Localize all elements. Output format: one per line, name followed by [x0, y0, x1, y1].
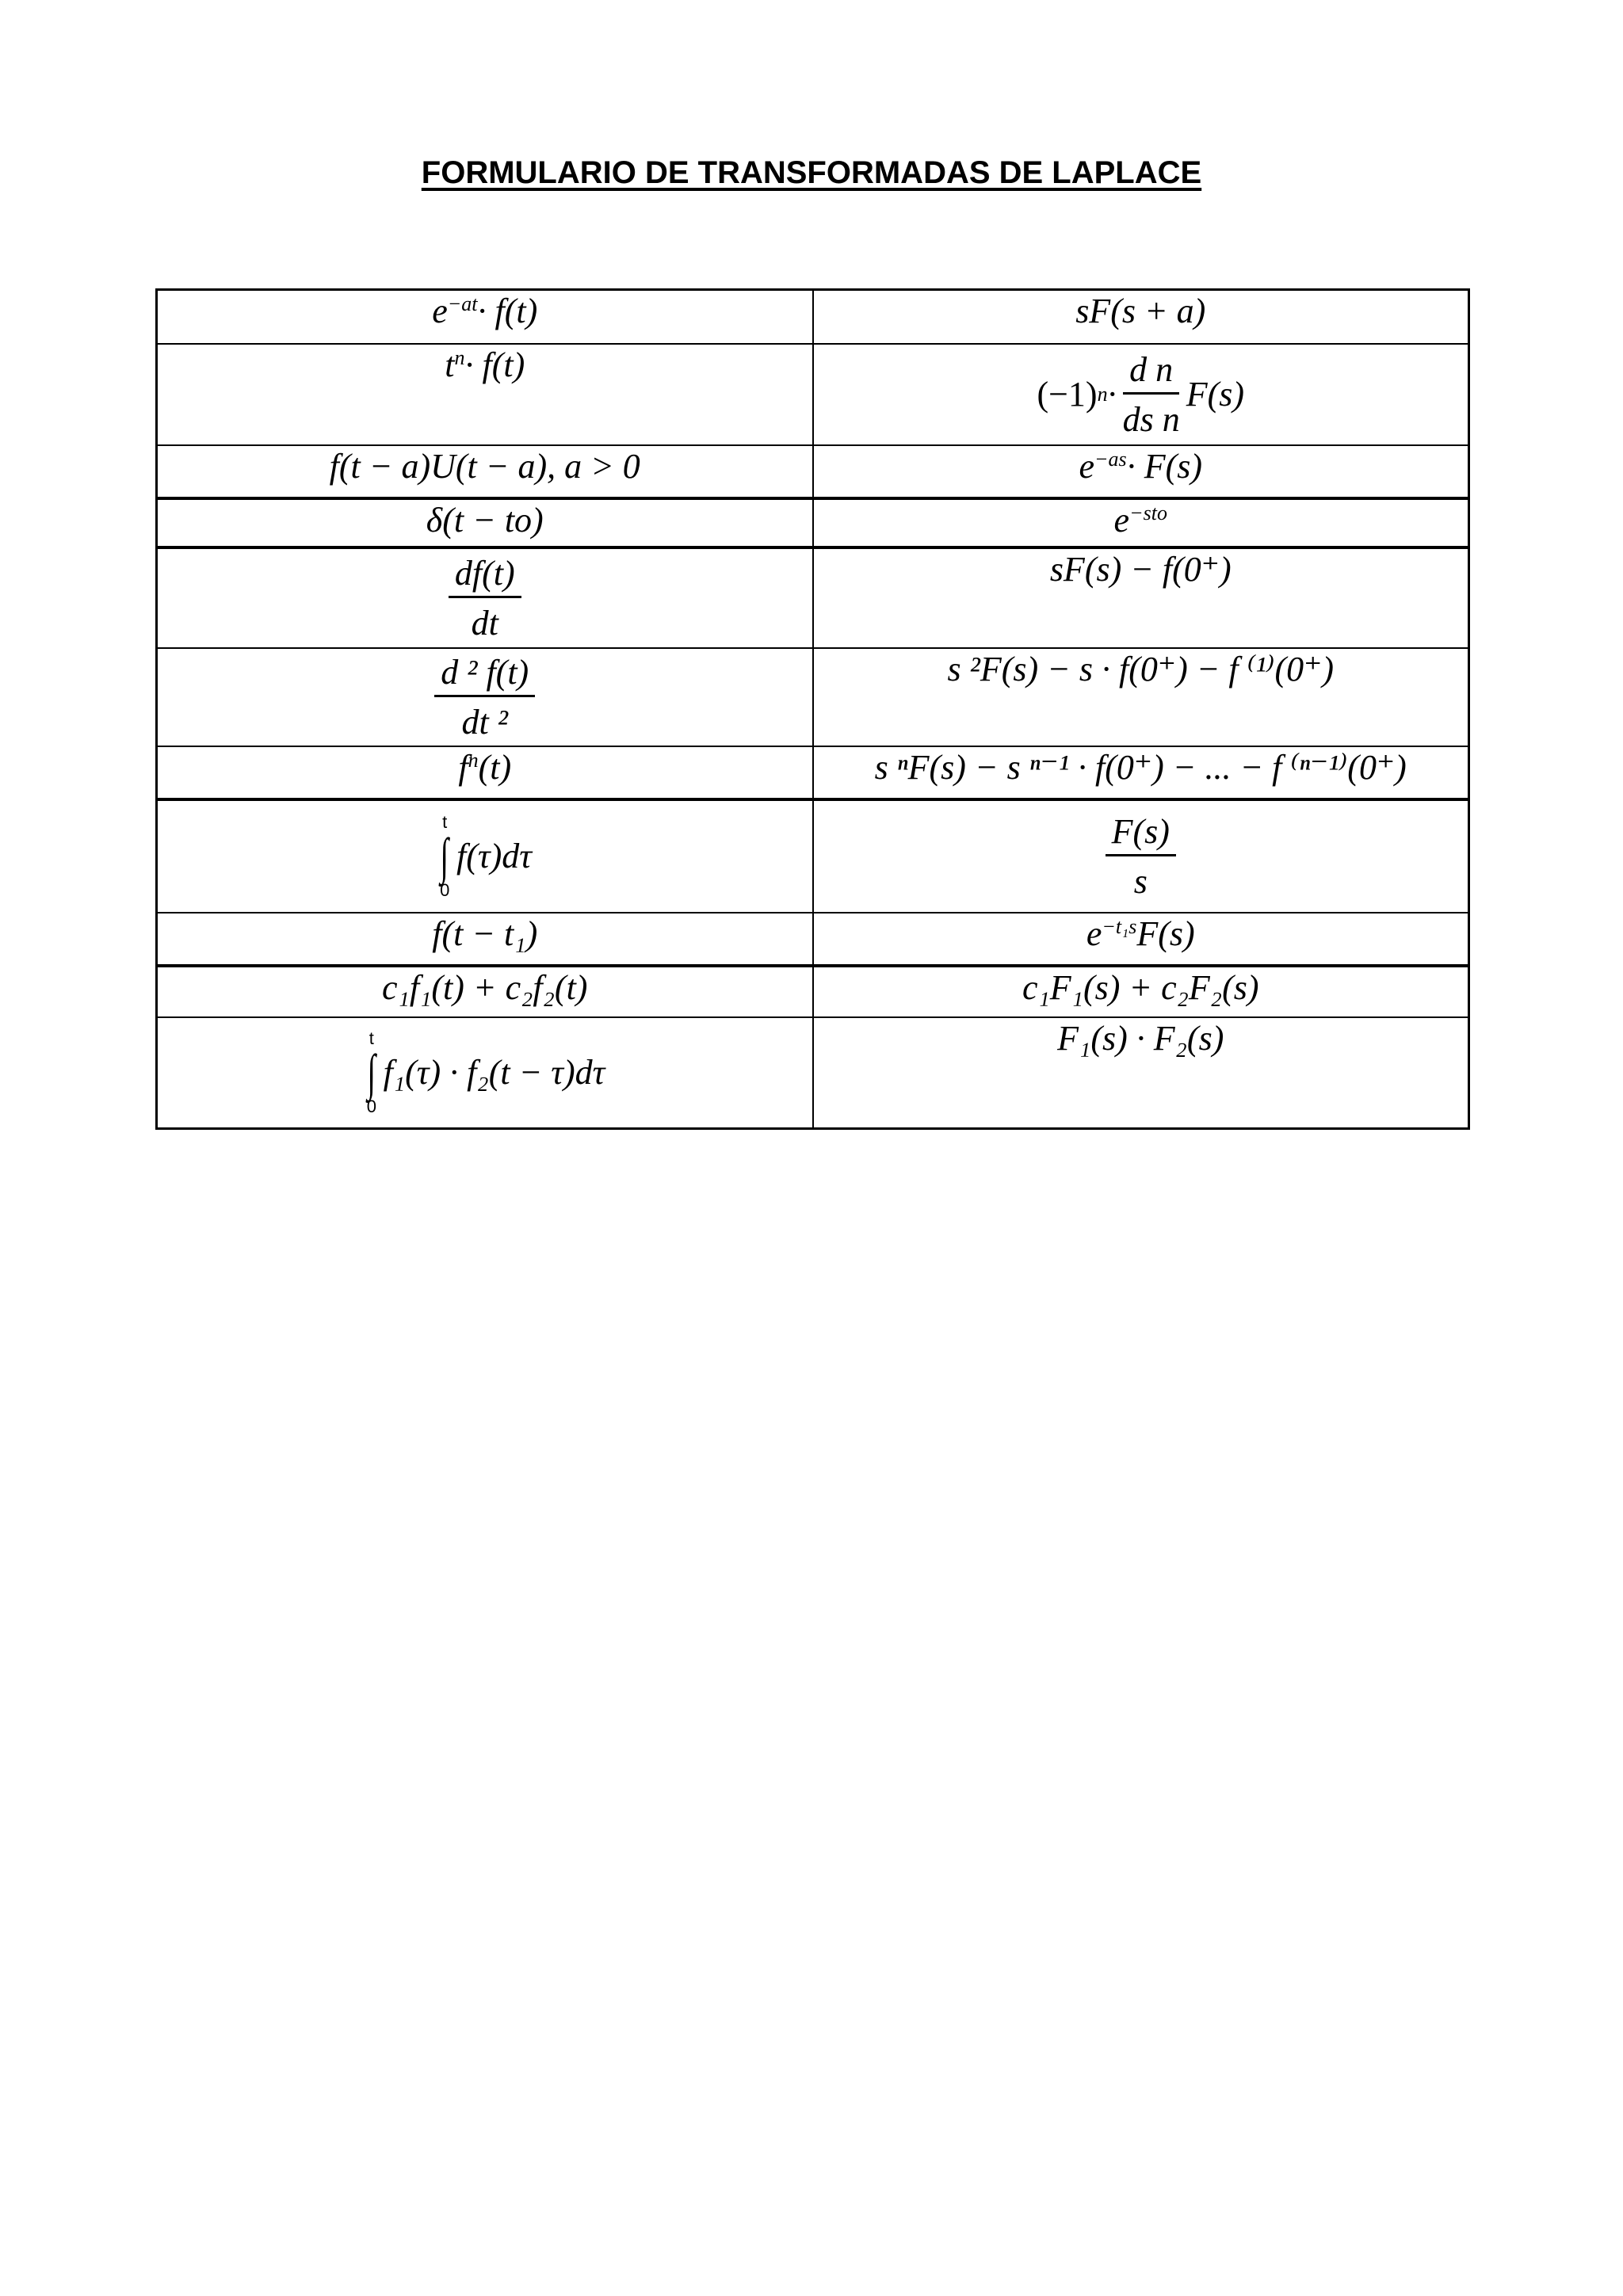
table-row — [158, 500, 1468, 549]
transform-cell: e −sto — [1113, 501, 1167, 540]
table-row — [158, 345, 1468, 446]
function-cell — [158, 801, 814, 912]
integral: t ∫ 0 f(τ)dτ — [437, 814, 532, 899]
table-row — [158, 649, 1468, 747]
table-row — [158, 967, 1468, 1018]
function-cell: t n · f(t) — [158, 345, 814, 444]
transform-cell — [814, 801, 1468, 912]
transform-cell: s ²F(s) − s · f(0⁺) − f ⁽¹⁾(0⁺) — [947, 650, 1334, 688]
integral-sign-icon: t ∫ 0 — [366, 1028, 376, 1116]
function-cell: e −at · f(t) — [158, 291, 814, 343]
derivative-fraction: $\frac{\text{d n}}{\text{ds n}}$ — [1122, 349, 1180, 439]
function-cell — [158, 649, 814, 746]
derivative-fraction: $\frac{\text{d ² f(t)}}{\text{dt ²}}$ — [434, 655, 535, 740]
function-cell — [158, 549, 814, 647]
page-title: FORMULARIO DE TRANSFORMADAS DE LAPLACE — [421, 155, 1202, 190]
table-row — [158, 747, 1468, 801]
function-cell: f(t − t₁) — [158, 913, 814, 964]
table-row — [158, 1018, 1468, 1127]
laplace-table — [155, 288, 1470, 1130]
function-cell: f(t − a)U(t − a), a > 0 — [158, 446, 814, 497]
table-row — [158, 801, 1468, 913]
function-cell: f n (t) — [158, 747, 814, 798]
function-cell: δ(t − to) — [158, 500, 814, 546]
derivative-fraction: $\frac{df(t)}{dt}$ — [449, 556, 521, 641]
function-cell — [158, 1018, 814, 1127]
transform-cell: sF(s + a) — [1075, 292, 1206, 330]
transform-cell: F₁(s) · F₂(s) — [1057, 1019, 1224, 1058]
function-cell: c₁f₁(t) + c₂f₂(t) — [158, 967, 814, 1016]
transform-cell: e −t₁s F(s) — [1086, 914, 1195, 953]
transform-cell: (−1) n · $\frac{\text{d n}}{\text{ds n}}$ F(s) — [1037, 349, 1245, 439]
transform-fraction: $\frac{F(s)}{s}$ — [1106, 814, 1176, 899]
table-row — [158, 549, 1468, 649]
transform-cell: s ⁿF(s) − s ⁿ⁻¹ · f(0⁺) − ... − f ⁽ⁿ⁻¹⁾(0⁺) — [874, 748, 1407, 787]
table-row — [158, 291, 1468, 345]
integral: t ∫ 0 f₁(τ) · f₂(t − τ)dτ — [365, 1030, 605, 1116]
transform-cell: e −as · F(s) — [1079, 447, 1202, 486]
transform-cell: c₁F₁(s) + c₂F₂(s) — [1022, 968, 1259, 1007]
integral-sign-icon: t ∫ 0 — [440, 812, 450, 900]
transform-cell: sF(s) − f(0⁺) — [1049, 550, 1232, 589]
table-row — [158, 913, 1468, 967]
table-row — [158, 446, 1468, 500]
